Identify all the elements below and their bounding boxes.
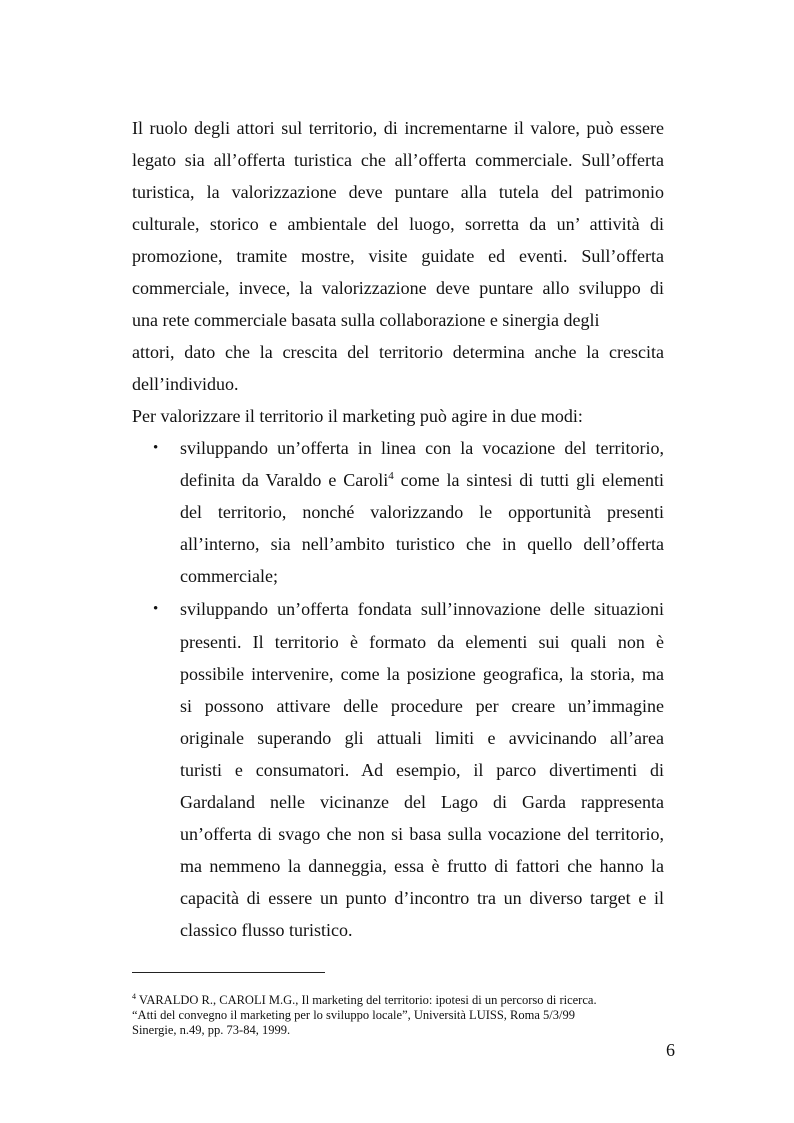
bullet-2-line-1: sviluppando un’offerta fondata sull’innovazione delle situazioni: [180, 599, 664, 619]
paragraph-1-line-2: legato sia all’offerta turistica che all’offerta commerciale. Sull’offerta: [132, 150, 664, 170]
bullet-2-line-5: originale superando gli attuali limiti e avvicinando all’area: [180, 728, 664, 748]
bullet-2-line-10: capacità di essere un punto d’incontro tra un diverso target e il: [180, 888, 664, 908]
footnote-number: 4: [132, 991, 136, 1001]
bullet-2-line-4: si possono attivare delle procedure per creare un’immagine: [180, 696, 664, 716]
bullet-2-line-2: presenti. Il territorio è formato da elementi sui quali non è: [180, 632, 664, 652]
bullet-2-line-6: turisti e consumatori. Ad esempio, il parco divertimenti di: [180, 760, 664, 780]
bullet-2-line-3: possibile intervenire, come la posizione geografica, la storia, ma: [180, 664, 664, 684]
footnote-divider: [132, 972, 325, 973]
bullet-2-line-9: ma nemmeno la danneggia, essa è frutto di fattori che hanno la: [180, 856, 664, 876]
footnote-line-1-text: VARALDO R., CAROLI M.G., Il marketing del territorio: ipotesi di un percorso di ricerca.: [136, 992, 597, 1007]
paragraph-1-line-6: commerciale, invece, la valorizzazione deve puntare allo sviluppo di: [132, 278, 664, 298]
paragraph-1-line-7: una rete commerciale basata sulla collaborazione e sinergia degli: [132, 310, 600, 330]
bullet-2-line-8: un’offerta di svago che non si basa sulla vocazione del territorio,: [180, 824, 664, 844]
page-number: 6: [666, 1040, 675, 1060]
bullet-1-line-5: commerciale;: [180, 566, 278, 586]
footnote-reference: 4: [388, 470, 394, 482]
bullet-1-line-2-text-a: definita da Varaldo e Caroli: [180, 470, 389, 490]
list-intro: Per valorizzare il territorio il marketing può agire in due modi:: [132, 406, 583, 426]
bullet-1-line-2: [180, 469, 664, 491]
bullet-2-line-11: classico flusso turistico.: [180, 920, 353, 940]
footnote-line-2: “Atti del convegno il marketing per lo sviluppo locale”, Università LUISS, Roma 5/3/99: [132, 1007, 575, 1022]
bullet-1-line-2-text-b: come la sintesi di tutti gli elementi: [393, 470, 664, 490]
footnote-line-1: [132, 993, 597, 1008]
paragraph-1-line-5: promozione, tramite mostre, visite guidate ed eventi. Sull’offerta: [132, 246, 664, 266]
bullet-1-line-1: sviluppando un’offerta in linea con la vocazione del territorio,: [180, 438, 664, 458]
paragraph-1-line-3: turistica, la valorizzazione deve puntare alla tutela del patrimonio: [132, 182, 664, 202]
paragraph-1-line-4: culturale, storico e ambientale del luogo, sorretta da un’ attività di: [132, 214, 664, 234]
paragraph-1-line-8: attori, dato che la crescita del territorio determina anche la crescita: [132, 342, 664, 362]
footnote-line-3: Sinergie, n.49, pp. 73-84, 1999.: [132, 1022, 291, 1037]
bullet-2-line-7: Gardaland nelle vicinanze del Lago di Garda rappresenta: [180, 792, 664, 812]
bullet-icon: •: [153, 601, 159, 617]
paragraph-1-line-1: Il ruolo degli attori sul territorio, di incrementarne il valore, può essere: [132, 118, 664, 138]
paragraph-1-line-9: dell’individuo.: [132, 374, 239, 394]
bullet-1-line-3: del territorio, nonché valorizzando le opportunità presenti: [180, 502, 664, 522]
bullet-1-line-4: all’interno, sia nell’ambito turistico che in quello dell’offerta: [180, 534, 664, 554]
bullet-icon: •: [153, 440, 159, 456]
